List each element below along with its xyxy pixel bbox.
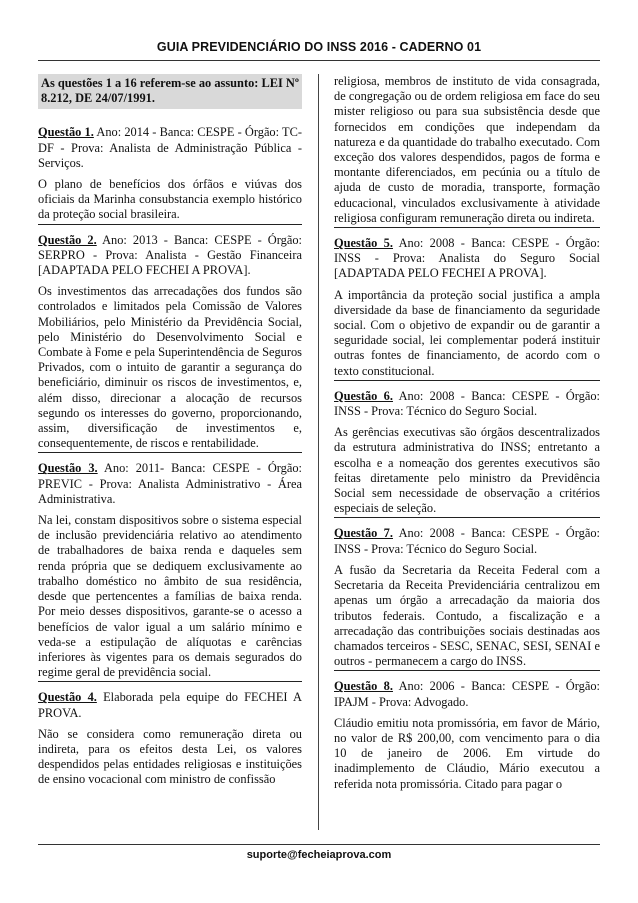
right-column [334, 74, 600, 792]
topic-banner: As questões 1 a 16 referem-se ao assunto: LEI Nº 8.212, DE 24/07/1991. [38, 74, 302, 109]
footer-divider [38, 844, 600, 845]
question-body: Não se considera como remuneração direta ou indireta, para os efeitos desta Lei, os valores despendidos pelas entidades religiosas e instituições de ensino vocacional com ministro de confissão [38, 726, 302, 787]
question-title: Questão 2. [38, 232, 97, 247]
question-body: religiosa, membros de instituto de vida consagrada, de congregação ou de ordem religiosa em face do seu mister religioso ou para sua subsistência desde que fornecidos em condições que independam da natureza e da quantidade do trabalho executado. Com exceção dos valores despendidos, pagos de forma e montante diferenciados, em pecúnia ou a título de ajuda de custo de moradia, transporte, formação educacional, vinculados exclusivamente à atividade religiosa configuram remuneração direta ou indireta. [334, 74, 600, 225]
question-body: Cláudio emitiu nota promissória, em favor de Mário, no valor de R$ 200,00, com vencimento para o dia 10 de janeiro de 2006. Em virtude do inadimplemento de Cláudio, Mário executou a referida nota promissória. Citado para pagar o [334, 715, 600, 791]
question-meta: Elaborada pela equipe do FECHEI A PROVA. [38, 690, 302, 720]
question-body: A fusão da Secretaria da Receita Federal com a Secretaria da Receita Previdenciária centralizou em apenas um órgão a arrecadação da maioria dos tributos federais. Contudo, a fiscalização e a arrecadação das contribuições sociais destinadas aos chamados terceiros - SESC, SENAC, SESI, SENAI e outros - permanecem a cargo do INSS. [334, 562, 600, 669]
question-title: Questão 4. [38, 690, 97, 705]
question-meta: Ano: 2011- Banca: CESPE - Órgão: PREVIC - Prova: Analista Administrativo - Área Administrativa. [38, 461, 302, 506]
question-body: Na lei, constam dispositivos sobre o sistema especial de inclusão previdenciária relativo ao atendimento de trabalhadores de baixa renda e daqueles sem renda própria que se dediquem exclusivamente ao trabalho doméstico no âmbito de sua residência, desde que pertencentes a famílias de baixa renda. Por meio desses dispositivos, garante-se o acesso a benefícios de valor igual a um salário mínimo e veda-se a estipulação de alíquotas e carências inferiores às vigentes para os demais segurados do regime geral de previdência social. [38, 513, 302, 680]
question-title: Questão 6. [334, 388, 393, 403]
question-meta: Ano: 2014 - Banca: CESPE - Órgão: TC-DF - Prova: Analista de Administração Pública - Serviços. [38, 125, 302, 170]
question-body: Os investimentos das arrecadações dos fundos são controlados e limitados pela Comissão de Valores Mobiliários, pelo Ministério da Previdência Social, pelo Ministério do Desenvolvimento Social e Combate à Fome e pela Superintendência de Seguros Privados, com o intuito de garantir a segurança do beneficiário, diminuir os riscos de investimentos, e, além disso, direcionar a alocação de recursos segundo os interesses do governo, proporcionando, assim, diversificação de investimentos e, consequentemente, de riscos e rentabilidade. [38, 284, 302, 451]
question-5 [334, 236, 600, 381]
question-title: Questão 1. [38, 125, 94, 140]
header-divider [38, 60, 600, 61]
question-2 [38, 233, 302, 454]
question-body: As gerências executivas são órgãos descentralizados da estrutura administrativa do INSS; entretanto a escolha e a nomeação dos gerentes executivos são feitas diretamente pelo ministro da Previdência Social sem necessidade de observação a critérios especiais de seleção. [334, 425, 600, 516]
footer-email: suporte@fecheiaprova.com [246, 849, 392, 861]
question-body: O plano de benefícios dos órfãos e viúvas dos oficiais da Marinha consubstancia exemplo histórico da proteção social brasileira. [38, 177, 302, 222]
question-title: Questão 3. [38, 461, 98, 476]
question-title: Questão 7. [334, 526, 393, 541]
page-header-title: GUIA PREVIDENCIÁRIO DO INSS 2016 - CADERNO 01 [156, 40, 482, 54]
question-1 [38, 125, 302, 224]
question-4-continuation [334, 74, 600, 228]
question-meta: Ano: 2008 - Banca: CESPE - Órgão: INSS - Prova: Técnico do Seguro Social. [334, 388, 600, 419]
question-title: Questão 8. [334, 679, 393, 694]
column-divider [318, 74, 319, 830]
question-meta: Ano: 2008 - Banca: CESPE - Órgão: INSS - Prova: Técnico do Seguro Social. [334, 526, 600, 556]
question-meta: Ano: 2008 - Banca: CESPE - Órgão: INSS - Prova: Analista do Seguro Social [ADAPTADA PELO FECHEI A PROVA]. [334, 236, 600, 281]
question-body: A importância da proteção social justifica a ampla diversidade da base de financiamento da seguridade social. Com o objetivo de expandir ou de garantir a seguridade social, lei complementar poderá instituir outras fontes de financiamento, de acordo com o texto constitucional. [334, 287, 600, 378]
question-3 [38, 461, 302, 682]
question-8 [334, 679, 600, 791]
question-meta: Ano: 2013 - Banca: CESPE - Órgão: SERPRO - Prova: Analista - Gestão Financeira [ADAPTADA PELO FECHEI A PROVA]. [38, 232, 302, 278]
left-column [38, 74, 302, 788]
question-title: Questão 5. [334, 236, 393, 251]
question-meta: Ano: 2006 - Banca: CESPE - Órgão: IPAJM - Prova: Advogado. [334, 679, 600, 709]
question-7 [334, 526, 600, 671]
question-4 [38, 690, 302, 787]
question-6 [334, 389, 600, 519]
